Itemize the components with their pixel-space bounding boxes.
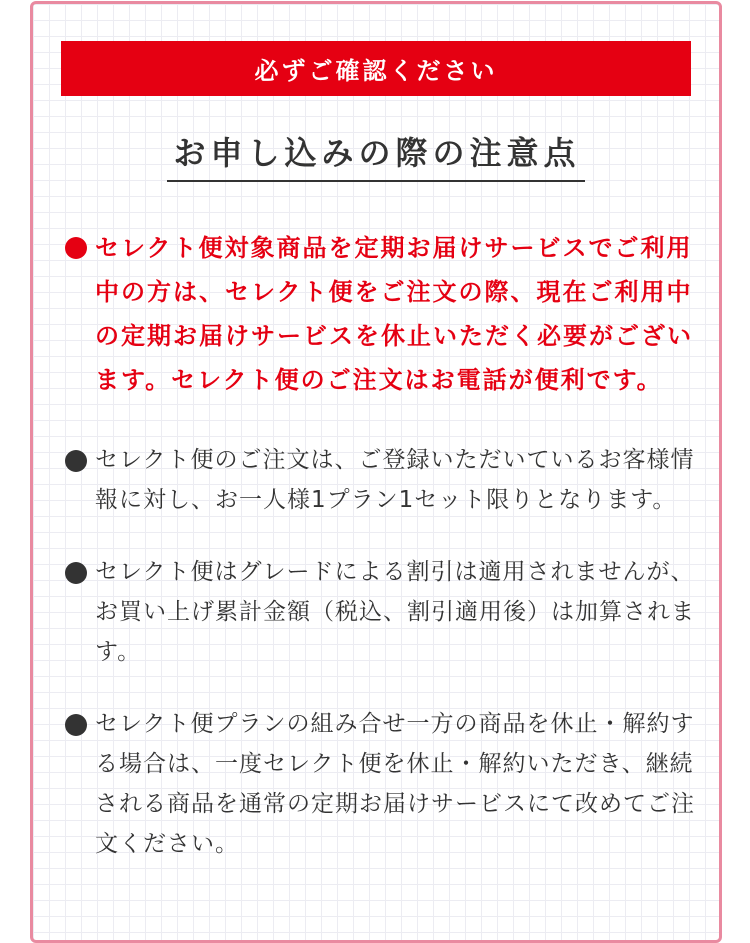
red-bullet-icon [65, 237, 87, 259]
bullet-icon [65, 450, 87, 472]
note-text: セレクト便はグレードによる割引は適用されませんが、お買い上げ累計金額（税込、割引適用後）は加算されます。 [95, 559, 695, 665]
note-item [65, 552, 695, 672]
note-text: セレクト便プランの組み合せ一方の商品を休止・解約する場合は、一度セレクト便を休止・解約いただき、継続される商品を通常の定期お届けサービスにて改めてご注文ください。 [95, 711, 695, 857]
note-text: セレクト便対象商品を定期お届けサービスでご利用中の方は、セレクト便をご注文の際、現在ご利用中の定期お届けサービスを休止いただく必要がございます。セレクト便のご注文はお電話が便利です。 [95, 234, 693, 394]
note-item-important [65, 226, 695, 402]
section-title: お申し込みの際の注意点 [167, 128, 584, 182]
confirm-banner: 必ずご確認ください [61, 41, 691, 96]
bullet-icon [65, 714, 87, 736]
subtitle-container [33, 128, 719, 182]
notes-list [65, 226, 695, 896]
note-item [65, 440, 695, 520]
note-text: セレクト便のご注文は、ご登録いただいているお客様情報に対し、お一人様1プラン1セット限りとなります。 [95, 447, 695, 513]
note-item [65, 704, 695, 864]
bullet-icon [65, 562, 87, 584]
notice-card [30, 1, 722, 943]
